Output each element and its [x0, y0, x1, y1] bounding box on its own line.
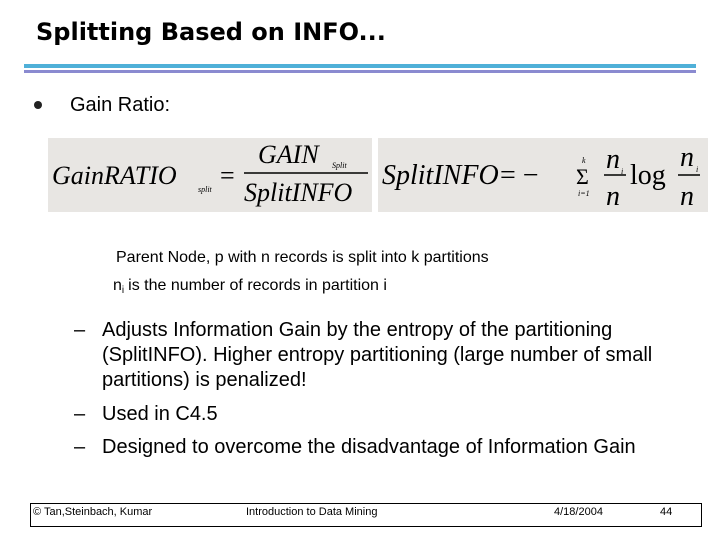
formula1-numerator: GAIN [258, 140, 319, 169]
formula2-lhs: SplitINFO [382, 160, 499, 191]
footer-date: 4/18/2004 [554, 506, 603, 518]
formula1-lhs-sub: split [198, 185, 212, 194]
formula2-log-num: n [680, 142, 694, 173]
formula2-frac-num-sub: i [621, 167, 624, 176]
note-ni-rest: is the number of records in partition i [128, 277, 387, 294]
formula1-denominator: SplitINFO [244, 178, 353, 207]
formula2-equals: = − [500, 160, 539, 191]
split-info-formula [378, 138, 708, 212]
formula1-numerator-sub: Split [332, 161, 347, 170]
note-ni-definition [113, 277, 387, 296]
formula2-sum-top: k [582, 156, 586, 165]
formula1-equals: = [220, 161, 235, 190]
formula2-log-num-sub: i [696, 165, 699, 174]
footer-page-number: 44 [660, 506, 673, 518]
footer-copyright: © Tan,Steinbach, Kumar [33, 506, 153, 518]
formula2-frac-num: n [606, 144, 620, 175]
note-parent-node: Parent Node, p with n records is split into k partitions [116, 249, 489, 266]
bullet-icon [34, 101, 42, 109]
title-rule-top [24, 64, 696, 68]
sub-bullet-text: Adjusts Information Gain by the entropy of the partitioning (SplitINFO). Higher entropy partitioning (large number of small partitions) is penalized! [102, 319, 653, 391]
title-rule-bottom [24, 70, 696, 73]
formula2-frac-den: n [606, 181, 620, 212]
formula2-log: log [630, 160, 666, 191]
slide-title: Splitting Based on INFO... [36, 18, 386, 46]
dash-icon: – [74, 436, 86, 458]
sub-bullet-text: Used in C4.5 [102, 403, 218, 425]
footer-course: Introduction to Data Mining [246, 506, 378, 518]
dash-icon: – [74, 403, 86, 425]
gain-ratio-formula [48, 138, 372, 212]
bullet-gain-ratio: Gain Ratio: [70, 94, 171, 116]
sub-bullet-text: Designed to overcome the disadvantage of Information Gain [102, 436, 636, 458]
formula2-log-den: n [680, 181, 694, 212]
formula1-lhs: GainRATIO [52, 161, 177, 190]
dash-icon: – [74, 319, 86, 341]
formula2-sum-bottom: i=1 [578, 189, 590, 198]
note-ni-n: n [113, 277, 122, 294]
formula2-sum-symbol: Σ [576, 164, 589, 189]
note-ni-sub: i [121, 285, 125, 296]
